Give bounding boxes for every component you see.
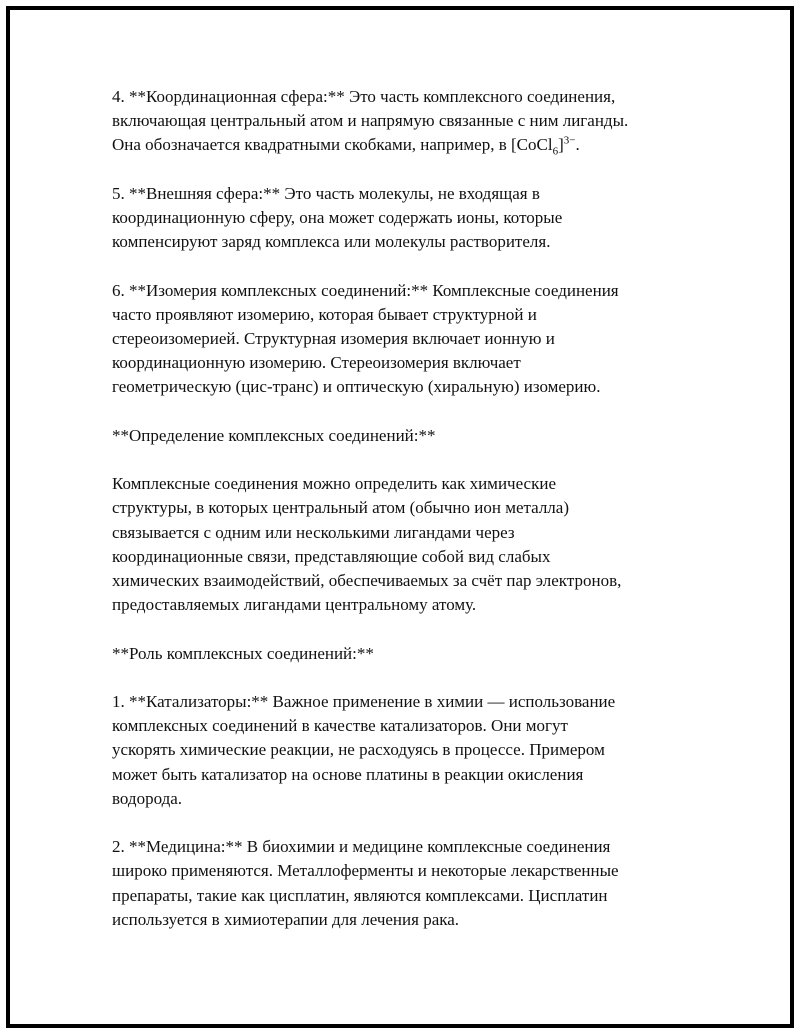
document-body [112, 85, 702, 956]
definition-heading [112, 424, 702, 448]
text-line: препараты, такие как цисплатин, являются комплексами. Цисплатин [112, 885, 608, 905]
role-heading [112, 642, 702, 666]
text-line: 1. **Катализаторы:** Важное применение в химии — использование [112, 691, 616, 711]
text-line: стереоизомерией. Структурная изомерия включает ионную и [112, 329, 555, 348]
text-line: координационные связи, представляющие собой вид слабых [112, 546, 551, 566]
text-line-formula [112, 133, 702, 157]
text-line: 2. **Медицина:** В биохимии и медицине комплексные соединения [112, 837, 611, 857]
formula-subscript: 6 [552, 145, 559, 158]
text-line: комплексных соединений в качестве катализаторов. Они могут [112, 716, 568, 736]
text-line: химических взаимодействий, обеспечиваемых за счёт пар электронов, [112, 571, 622, 590]
heading-text: **Определение комплексных соединений:** [112, 425, 436, 445]
text-line: ускорять химические реакции, не расходуясь в процессе. Примером [112, 740, 605, 760]
formula-bracket: ] [558, 135, 564, 155]
text-line: водорода. [112, 788, 183, 808]
paragraph-medicine [112, 835, 702, 932]
text-line: компенсируют заряд комплекса или молекулы растворителя. [112, 232, 551, 252]
text-line: широко применяются. Металлоферменты и некоторые лекарственные [112, 861, 619, 881]
formula-suffix: . [575, 135, 580, 155]
text-line: геометрическую (цис-транс) и оптическую (хиральную) изомерию. [112, 377, 601, 397]
text-line: координационную сферу, она может содержать ионы, которые [112, 208, 563, 227]
text-line: 6. **Изомерия комплексных соединений:** Комплексные соединения [112, 280, 619, 300]
text-line: предоставляемых лигандами центральному атому. [112, 595, 477, 615]
paragraph-coordination-sphere [112, 85, 702, 158]
heading-text: **Роль комплексных соединений:** [112, 643, 374, 663]
text-line: включающая центральный атом и напрямую связанные с ним лиганды. [112, 111, 629, 131]
text-line: 4. **Координационная сфера:** Это часть комплексного соединения, [112, 87, 616, 106]
text-line: 5. **Внешняя сфера:** Это часть молекулы, не входящая в [112, 183, 540, 203]
text-line: связывается с одним или несколькими лигандами через [112, 522, 515, 542]
text-line: Комплексные соединения можно определить как химические [112, 474, 557, 494]
formula-prefix: Она обозначается квадратными скобками, например, в [CoCl [112, 135, 553, 155]
paragraph-outer-sphere [112, 182, 702, 255]
formula-charge-superscript: 3− [563, 134, 576, 147]
text-line: используется в химиотерапии для лечения рака. [112, 909, 460, 929]
text-line: координационную изомерию. Стереоизомерия включает [112, 353, 521, 373]
paragraph-isomerism [112, 279, 702, 400]
paragraph-catalysts [112, 690, 702, 811]
text-line: может быть катализатор на основе платины в реакции окисления [112, 764, 584, 784]
text-line: структуры, в которых центральный атом (обычно ион металла) [112, 498, 569, 518]
paragraph-definition [112, 472, 702, 617]
text-line: часто проявляют изомерию, которая бывает структурной и [112, 304, 537, 324]
